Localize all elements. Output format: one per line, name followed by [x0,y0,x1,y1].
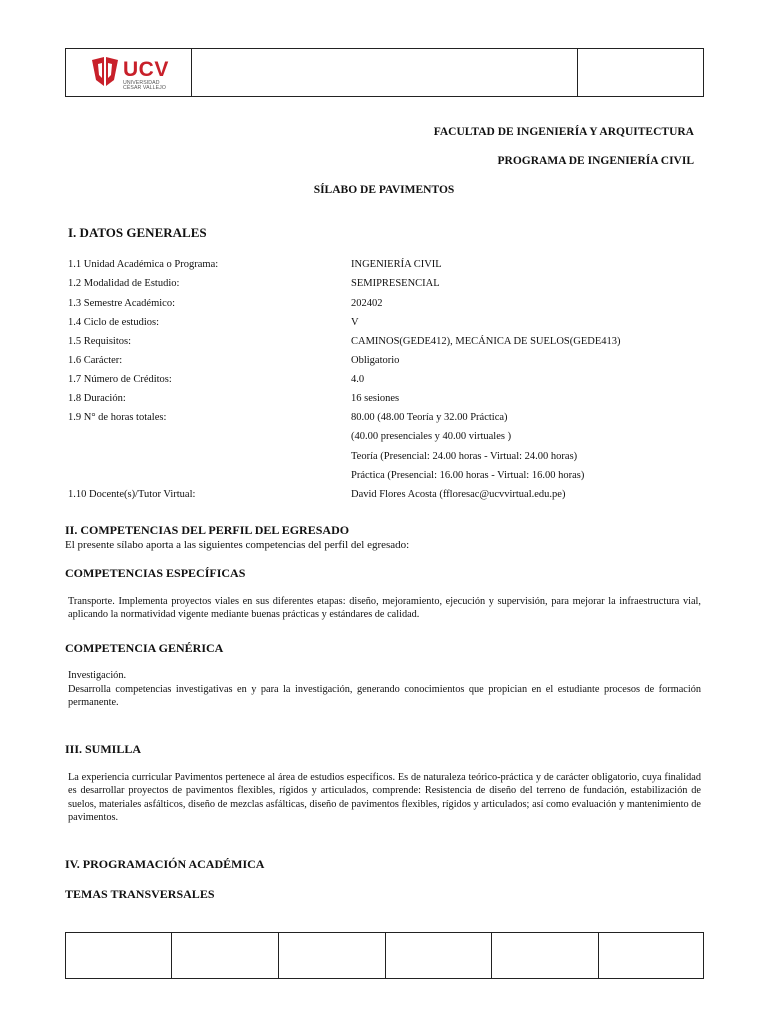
section-programacion-title: IV. PROGRAMACIÓN ACADÉMICA [65,857,265,871]
temas-transversales-title: TEMAS TRANSVERSALES [65,887,215,901]
competencia-generica-text: Desarrolla competencias investigativas en y para la investigación, generando conocimientos que propician en el estudiante procesos de formación permanente. [68,684,701,709]
row-label: 1.7 Número de Créditos: [68,374,172,385]
row-value: Práctica (Presencial: 16.00 horas - Virtual: 16.00 horas) [351,470,585,481]
row-value: Teoría (Presencial: 24.00 horas - Virtual: 24.00 horas) [351,451,578,462]
row-label: 1.10 Docente(s)/Tutor Virtual: [68,489,196,500]
row-value: 80.00 (48.00 Teoría y 32.00 Práctica) [351,412,508,423]
row-label: 1.9 N° de horas totales: [68,412,167,423]
logo-text: UCV [123,58,169,81]
row-label: 1.8 Duración: [68,393,126,404]
section-datos-generales-title: I. DATOS GENERALES [68,225,207,240]
competencia-generica-title: COMPETENCIA GENÉRICA [65,641,224,655]
row-value: (40.00 presenciales y 40.00 virtuales ) [351,431,512,442]
logo-subtitle: UNIVERSIDAD CÉSAR VALLEJO [123,80,167,92]
row-label: 1.5 Requisitos: [68,336,132,347]
row-value: David Flores Acosta (ffloresac@ucvvirtual.edu.pe) [351,489,566,500]
sumilla-text: La experiencia curricular Pavimentos pertenece al área de estudios específicos. Es de naturaleza teórico-práctica y de carácter obligatorio, cuya finalidad es desarrollar proyectos de pavimentos flexibles, rígidos y articulados, comprende: Resistencia de diseño del terreno de fundación, estabilización de suelos, materiales asfálticos, diseño de mezclas asfálticas, diseño de pavimentos flexibles, rígidos y articulados; así como evaluación y mantenimiento de pavimentos. [68,772,701,824]
competencias-intro: El presente sílabo aporta a las siguientes competencias del perfil del egresado: [65,539,410,551]
row-label: 1.1 Unidad Académica o Programa: [68,259,219,270]
header-table [65,48,704,97]
row-value: 4.0 [351,374,365,385]
competencias-especificas-title: COMPETENCIAS ESPECÍFICAS [65,566,246,580]
row-value: CAMINOS(GEDE412), MECÁNICA DE SUELOS(GEDE413) [351,336,621,347]
temas-transversales-table [65,932,704,979]
row-label: 1.2 Modalidad de Estudio: [68,278,180,289]
ucv-shield-icon [90,56,120,90]
row-label: 1.4 Ciclo de estudios: [68,317,159,328]
row-label: 1.6 Carácter: [68,355,123,366]
row-value: Obligatorio [351,355,400,366]
row-value: 202402 [351,298,383,309]
competencia-generica-line: Investigación. [68,670,127,681]
row-value: V [351,317,359,328]
ucv-logo [90,56,172,92]
section-competencias-title: II. COMPETENCIAS DEL PERFIL DEL EGRESADO [65,523,350,537]
section-sumilla-title: III. SUMILLA [65,742,142,756]
program-title: PROGRAMA DE INGENIERÍA CIVIL [497,155,694,167]
row-value: 16 sesiones [351,393,400,404]
competencias-especificas-text: Transporte. Implementa proyectos viales en sus diferentes etapas: diseño, mejoramiento, ejecución y supervisión, para mejorar la infraestructura vial, aplicando la normatividad vigente mediante buenas prácticas y estándares de calidad. [68,596,701,621]
syllabus-title: SÍLABO DE PAVIMENTOS [313,184,455,196]
faculty-title: FACULTAD DE INGENIERÍA Y ARQUITECTURA [433,126,694,138]
row-label: 1.3 Semestre Académico: [68,298,176,309]
row-value: SEMIPRESENCIAL [351,278,440,289]
row-value: INGENIERÍA CIVIL [351,259,442,270]
